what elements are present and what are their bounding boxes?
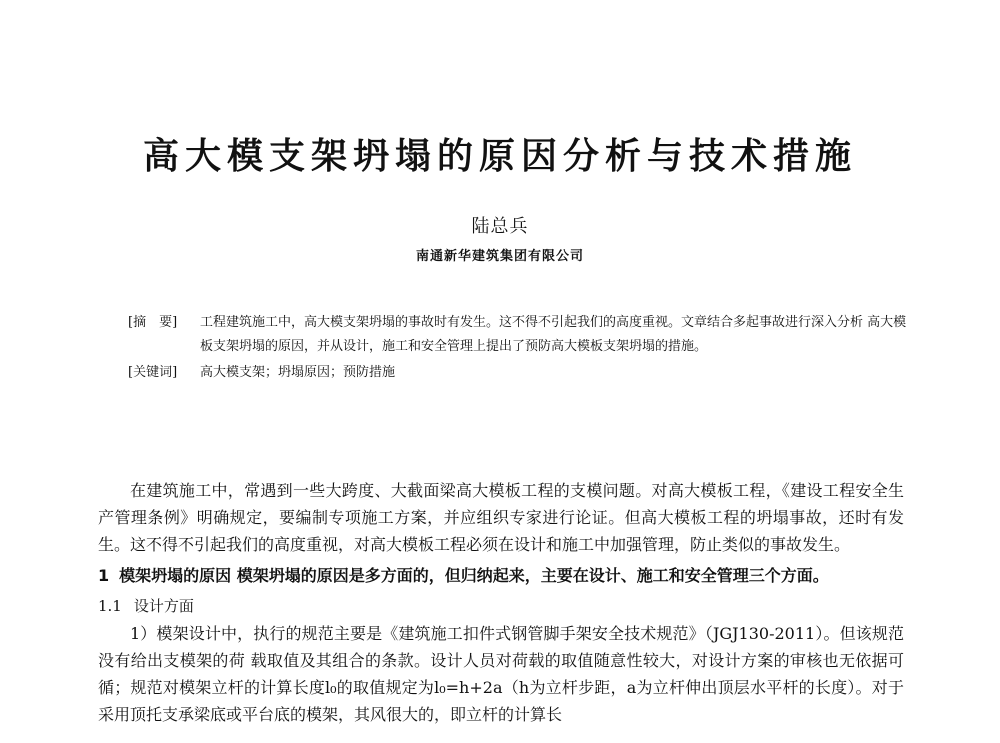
paper-title: 高大模支架坍塌的原因分析与技术措施: [142, 135, 857, 177]
abstract-block: [128, 311, 908, 385]
section-heading: [98, 562, 904, 589]
intro-paragraph: 在建筑施工中，常遇到一些大跨度、大截面梁高大模板工程的支模问题。对高大模板工程，《建设工程安全生产管理条例》明确规定，要编制专项施工方案，并应组织专家进行论证。但高大模板工程的坍塌事故，还时有发生。这不得不引起我们的高度重视，对高大模板工程必须在设计和施工中加强管理，防止类似的事故发生。: [98, 481, 904, 554]
subsection-number: 1.1: [98, 597, 122, 615]
author-name: 陆总兵: [471, 216, 529, 237]
keywords-label: [关键词]: [128, 365, 178, 380]
abstract-row: [128, 311, 908, 359]
section-number: 1: [98, 566, 110, 585]
section-text: 模架坍塌的原因 模架坍塌的原因是多方面的，但归纳起来，主要在设计、施工和安全管理三个方面。: [119, 566, 829, 585]
author-affiliation: 南通新华建筑集团有限公司: [415, 249, 584, 264]
keywords-row: [128, 361, 908, 385]
design-paragraph: 1）模架设计中，执行的规范主要是《建筑施工扣件式钢管脚手架安全技术规范》（JGJ130-2011）。但该规范没有给出支模架的荷 载取值及其组合的条款。设计人员对荷载的取值随意性较大，对设计方案的审核也无依据可循；规范对模架立杆的计算长度l₀的取值规定为l₀=h+2a（h为立杆步距，a为立杆伸出顶层水平杆的长度）。对于采用顶托支承梁底或平台底的模架，其风很大的，即立杆的计算长: [98, 624, 904, 724]
keywords-text: 高大模支架；坍塌原因；预防措施: [200, 365, 396, 380]
abstract-label: [摘 要]: [128, 315, 178, 330]
body-text: [98, 477, 904, 728]
subsection-heading: [98, 593, 904, 620]
abstract-text: 工程建筑施工中，高大模支架坍塌的事故时有发生。这不得不引起我们的高度重视。文章结合多起事故进行深入分析 高大模板支架坍塌的原因，并从设计，施工和安全管理上提出了预防高大模板支架坍塌的措施。: [200, 315, 907, 354]
subsection-text: 设计方面: [133, 597, 194, 615]
